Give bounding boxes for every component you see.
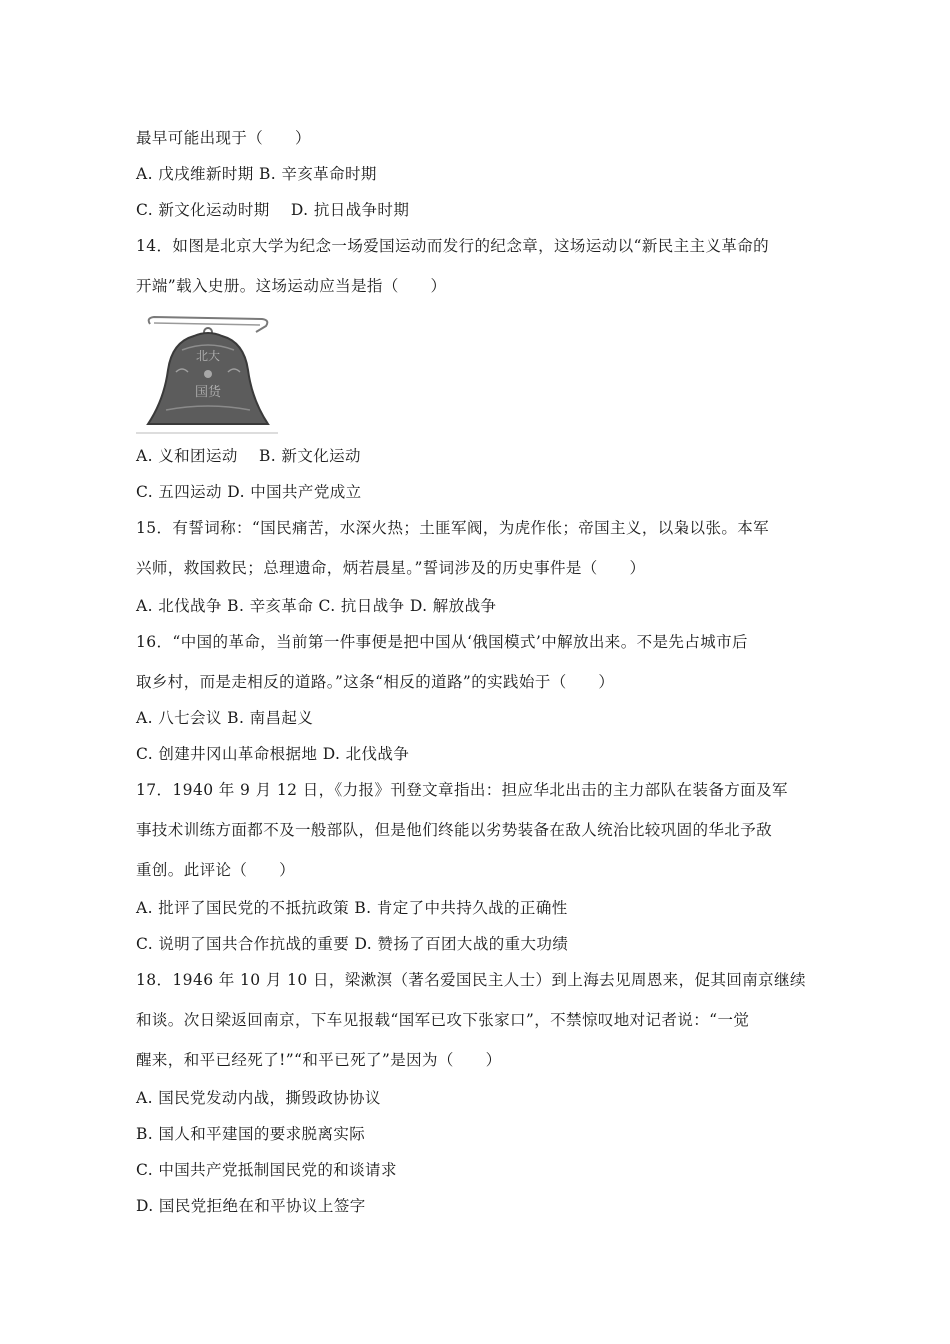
- q17-stem-line-2: 事技术训练方面都不及一般部队，但是他们终能以劣势装备在敌人统治比较巩固的华北予敌: [136, 821, 773, 839]
- q17-options-cd: C. 说明了国共合作抗战的重要 D. 赞扬了百团大战的重大功绩: [136, 935, 569, 953]
- q18-option-b: B. 国人和平建国的要求脱离实际: [136, 1125, 366, 1143]
- q16-options-cd: C. 创建井冈山革命根据地 D. 北伐战争: [136, 745, 410, 763]
- q16-stem-line-2: 取乡村，而是走相反的道路。”这条“相反的道路”的实践始于（ ）: [136, 673, 615, 691]
- q13-options-cd: C. 新文化运动时期 D. 抗日战争时期: [136, 201, 410, 219]
- q16-options-ab: A. 八七会议 B. 南昌起义: [136, 709, 314, 727]
- q18-option-d: D. 国民党拒绝在和平协议上签字: [136, 1197, 366, 1215]
- q14-options-cd: C. 五四运动 D. 中国共产党成立: [136, 483, 362, 501]
- commemorative-medal-icon: [136, 310, 278, 434]
- q16-stem-line-1: 16．“中国的革命，当前第一件事便是把中国从‘俄国模式’中解放出来。不是先占城市后: [136, 633, 748, 651]
- medal-inscription-bottom: 国货: [194, 385, 222, 400]
- q18-stem-line-1: 18．1946 年 10 月 10 日，梁漱溟（著名爱国民主人士）到上海去见周恩来，促其回南京继续: [136, 971, 806, 989]
- q17-stem-line-1: 17．1940 年 9 月 12 日，《力报》刊登文章指出：担应华北出击的主力部队在装备方面及军: [136, 781, 788, 799]
- q18-option-c: C. 中国共产党抵制国民党的和谈请求: [136, 1161, 397, 1179]
- q13-stem-end: 最早可能出现于（ ）: [136, 129, 311, 147]
- q15-stem-line-1: 15．有誓词称：“国民痛苦，水深火热；土匪军阀，为虎作伥；帝国主义，以枭以张。本军: [136, 519, 770, 537]
- q14-stem-line-2: 开端”载入史册。这场运动应当是指（ ）: [136, 277, 447, 295]
- medal-inscription-top: 北大: [195, 349, 221, 363]
- q14-options-ab: A. 义和团运动 B. 新文化运动: [136, 447, 361, 465]
- q17-stem-line-3: 重创。此评论（ ）: [136, 861, 296, 879]
- q13-options-ab: A. 戊戌维新时期 B. 辛亥革命时期: [136, 165, 377, 183]
- q17-options-ab: A. 批评了国民党的不抵抗政策 B. 肯定了中共持久战的正确性: [136, 899, 568, 917]
- q15-stem-line-2: 兴师，救国救民；总理遗命，炳若晨星。”誓词涉及的历史事件是（ ）: [136, 559, 646, 577]
- q14-stem-line-1: 14．如图是北京大学为纪念一场爱国运动而发行的纪念章，这场运动以“新民主主义革命的: [136, 237, 770, 255]
- q15-options: A. 北伐战争 B. 辛亥革命 C. 抗日战争 D. 解放战争: [136, 597, 497, 615]
- q18-stem-line-3: 醒来，和平已经死了!”“和平已死了”是因为（ ）: [136, 1051, 502, 1069]
- q18-option-a: A. 国民党发动内战，撕毁政协协议: [136, 1089, 381, 1107]
- q18-stem-line-2: 和谈。次日梁返回南京，下车见报载“国军已攻下张家口”，不禁惊叹地对记者说：“一觉: [136, 1011, 750, 1029]
